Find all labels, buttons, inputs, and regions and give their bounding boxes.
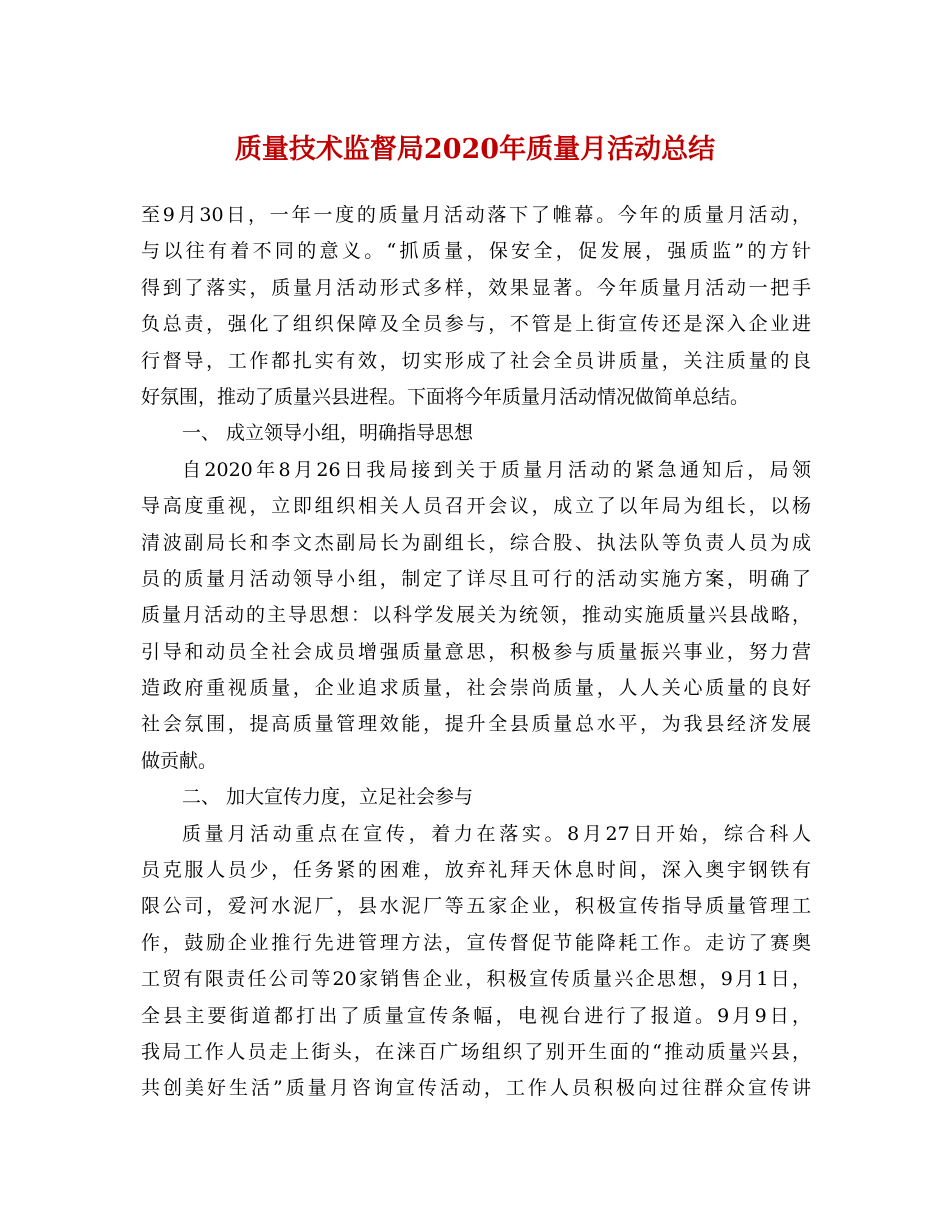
body-text-line: 引导和动员全社会成员增强质量意思，积极参与质量振兴事业，努力营: [141, 640, 811, 663]
body-text-line: 作，鼓励企业推行先进管理方法，宣传督促节能降耗工作。走访了赛奥: [141, 931, 811, 954]
body-text-line: 共创美好生活”质量月咨询宣传活动，工作人员积极向过往群众宣传讲: [141, 1077, 811, 1100]
body-text-line: 清波副局长和李文杰副局长为副组长，综合股、执法队等负责人员为成: [141, 531, 811, 554]
body-text-line: 行督导，工作都扎实有效，切实形成了社会全员讲质量，关注质量的良: [141, 349, 811, 372]
document-title: 质量技术监督局2020年质量月活动总结: [234, 134, 716, 165]
document-body: [141, 197, 811, 1107]
body-text-line: 导高度重视，立即组织相关人员召开会议，成立了以年局为组长，以杨: [141, 495, 811, 518]
body-text-line: 一、 成立领导小组，明确指导思想: [182, 422, 474, 445]
body-text-line: 工贸有限责任公司等20家销售企业，积极宣传质量兴企思想，9月1日，: [141, 968, 811, 991]
body-text-line: 员的质量月活动领导小组，制定了详尽且可行的活动实施方案，明确了: [141, 567, 811, 590]
body-text-line: 自2020年8月26日我局接到关于质量月活动的紧急通知后，局领: [182, 458, 811, 481]
body-text-line: 限公司，爱河水泥厂，县水泥厂等五家企业，积极宣传指导质量管理工: [141, 895, 811, 918]
body-text-line: 我局工作人员走上街头，在涞百广场组织了别开生面的“推动质量兴县，: [141, 1040, 811, 1063]
body-text-line: 质量月活动重点在宣传，着力在落实。8月27日开始，综合科人: [182, 822, 811, 845]
body-text-line: 造政府重视质量，企业追求质量，社会崇尚质量，人人关心质量的良好: [141, 677, 811, 700]
body-text-line: 与以往有着不同的意义。“抓质量，保安全，促发展，强质监”的方针: [141, 240, 811, 263]
body-text-line: 员克服人员少，任务紧的困难，放弃礼拜天休息时间，深入奥宇钢铁有: [141, 859, 811, 882]
body-text-line: 好氛围，推动了质量兴县进程。下面将今年质量月活动情况做简单总结。: [141, 385, 750, 408]
body-text-line: 二、 加大宣传力度，立足社会参与: [182, 786, 474, 809]
body-text-line: 质量月活动的主导思想：以科学发展关为统领，推动实施质量兴县战略，: [141, 604, 811, 627]
body-text-line: 全县主要街道都打出了质量宣传条幅，电视台进行了报道。9月9日，: [141, 1004, 811, 1027]
body-text-line: 负总责，强化了组织保障及全员参与，不管是上街宣传还是深入企业进: [141, 313, 811, 336]
body-text-line: 至9月30日，一年一度的质量月活动落下了帷幕。今年的质量月活动，: [141, 204, 811, 226]
body-text-line: 社会氛围，提高质量管理效能，提升全县质量总水平，为我县经济发展: [141, 713, 811, 736]
body-text-line: 做贡献。: [141, 749, 218, 772]
body-text-line: 得到了落实，质量月活动形式多样，效果显著。今年质量月活动一把手: [141, 276, 811, 299]
